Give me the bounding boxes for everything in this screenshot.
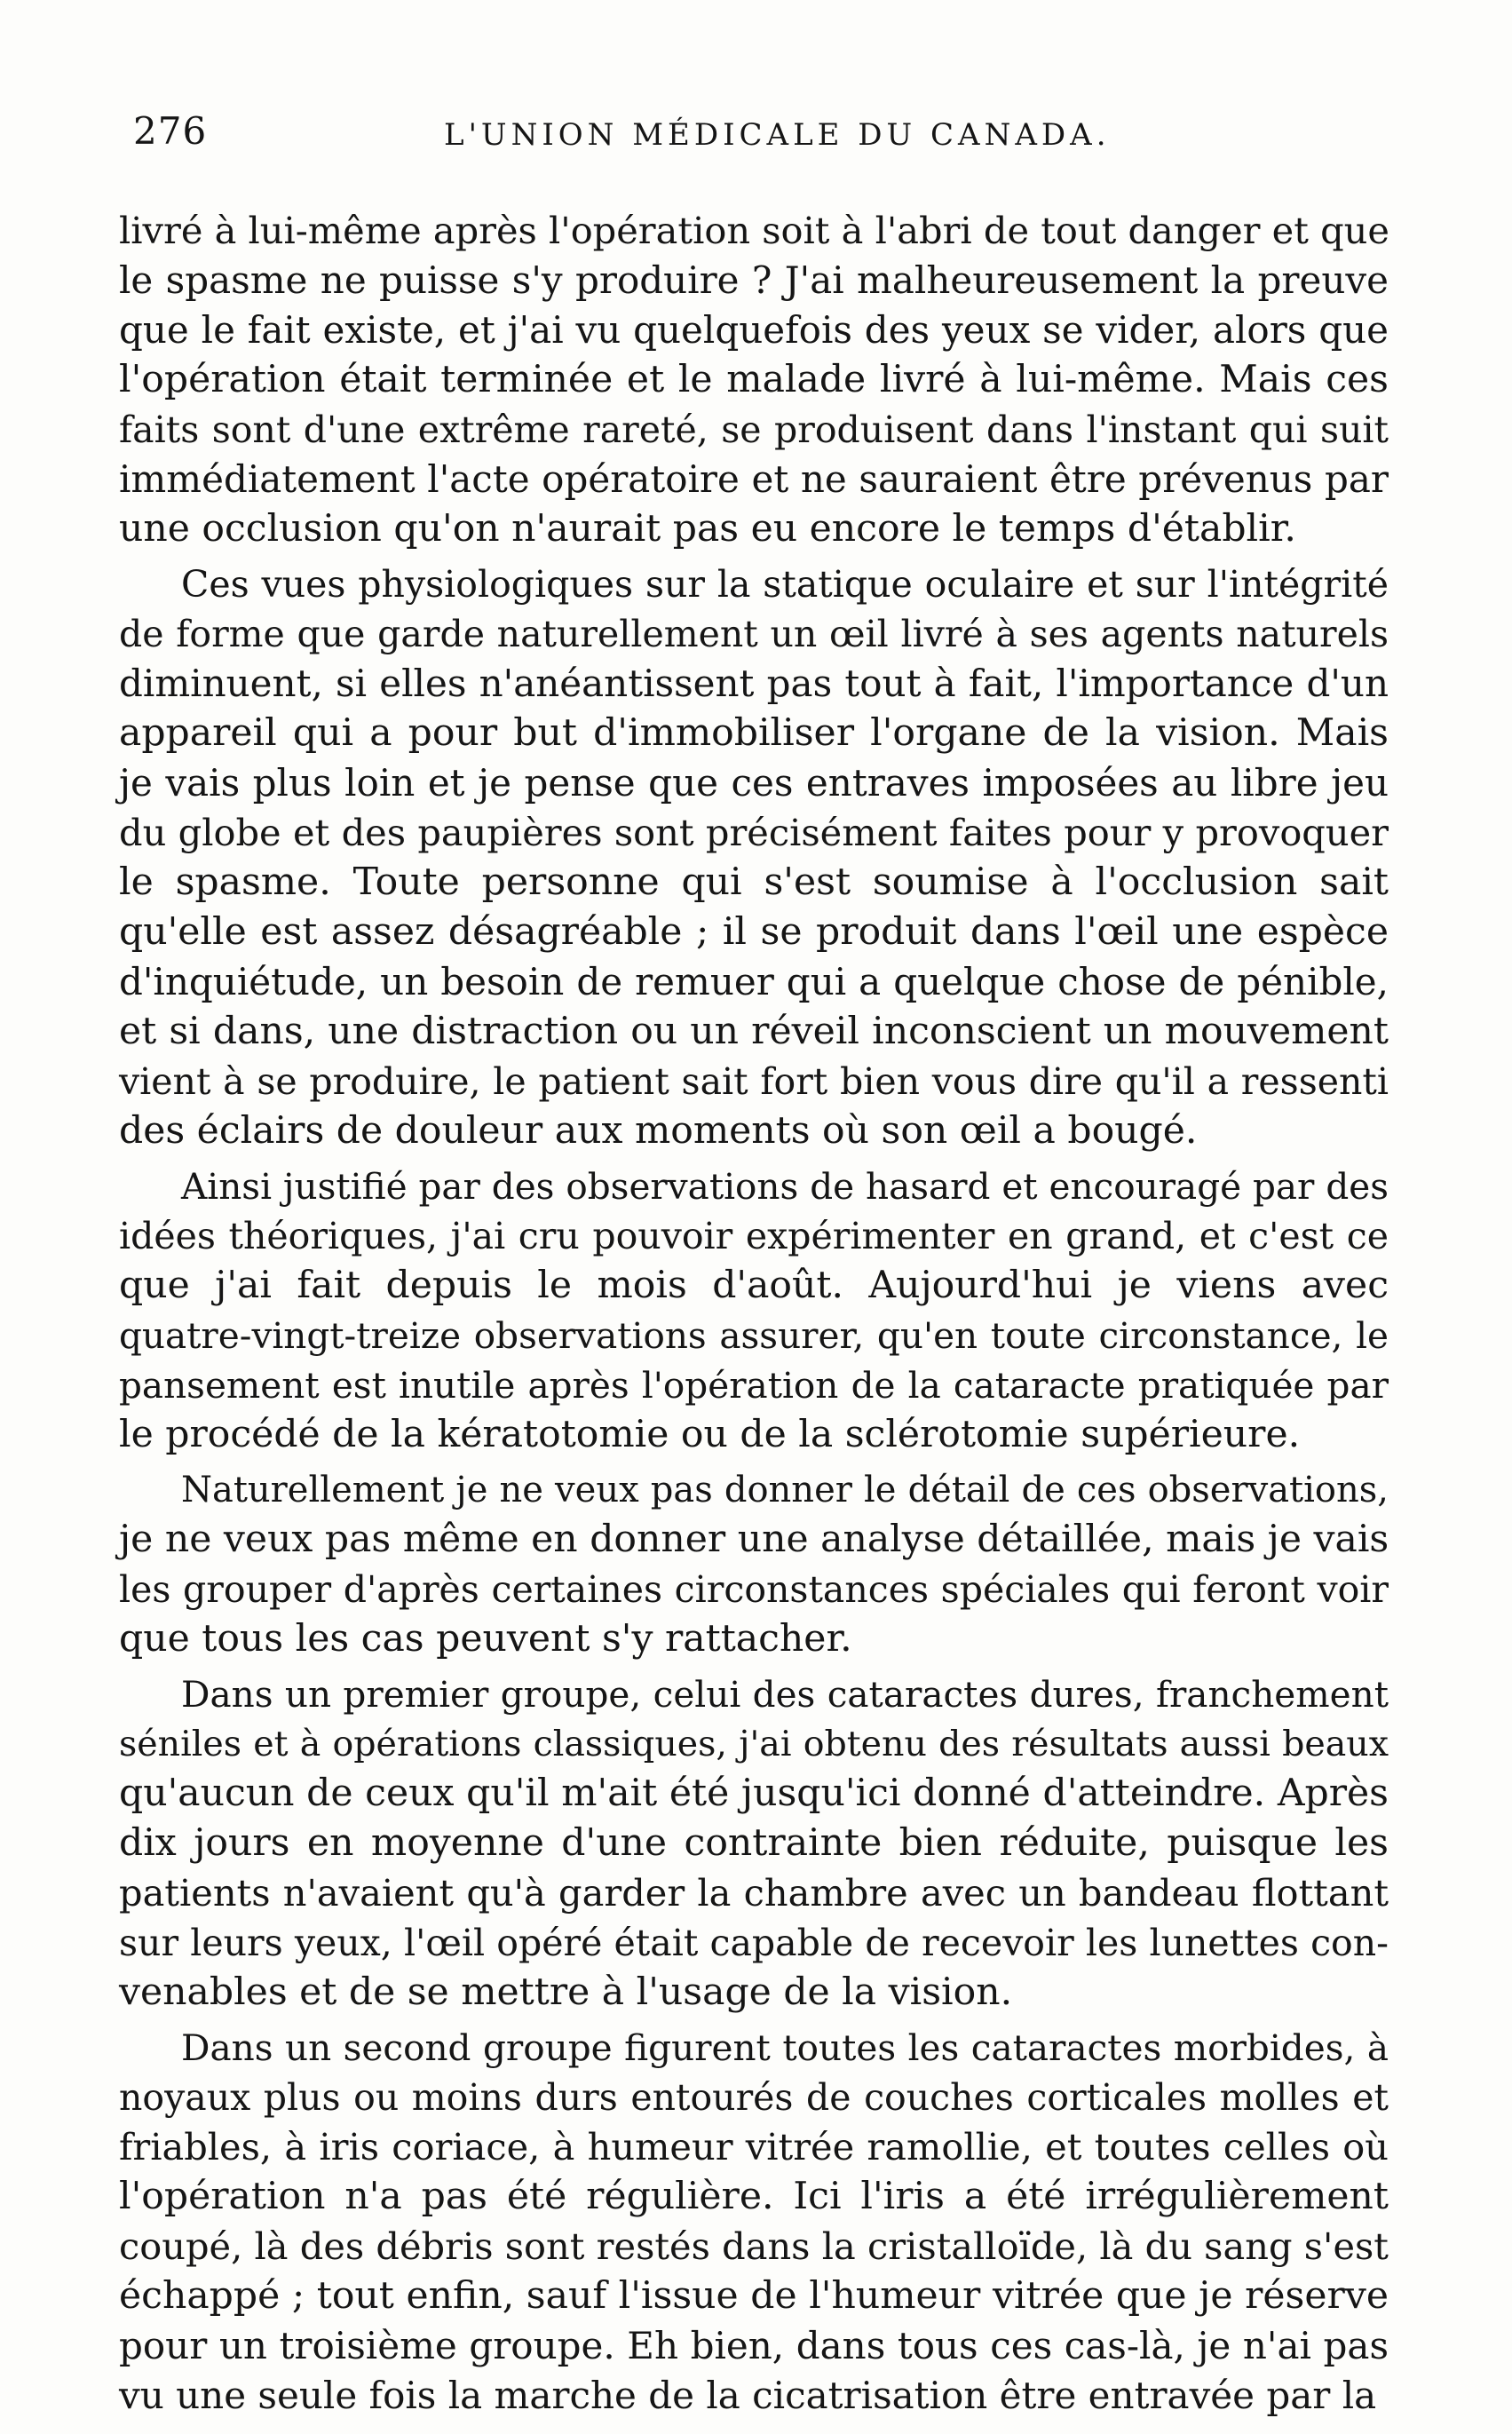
- text-line: l'opération n'a pas été régulière. Ici l'iris a été irrégulièrement: [119, 2175, 1389, 2218]
- page-number: 276: [133, 109, 208, 153]
- text-line: d'inquiétude, un besoin de remuer qui a quelque chose de pénible,: [119, 960, 1389, 1003]
- text-line: de forme que garde naturellement un œil livré à ses agents naturels: [119, 613, 1389, 655]
- text-line: venables et de se mettre à l'usage de la vision.: [119, 1970, 1013, 2014]
- text-line: et si dans, une distraction ou un réveil inconscient un mouvement: [119, 1010, 1389, 1053]
- text-line: séniles et à opérations classiques, j'ai obtenu des résultats aussi beaux: [119, 1724, 1389, 1764]
- text-line: pour un troisième groupe. Eh bien, dans tous ces cas-là, je n'ai pas: [119, 2324, 1389, 2367]
- paragraph: [119, 206, 1389, 554]
- text-line: les grouper d'après certaines circonstances spéciales qui feront voir: [119, 1568, 1389, 1611]
- text-line: que tous les cas peuvent s'y rattacher.: [119, 1617, 852, 1661]
- text-line: je ne veux pas même en donner une analyse détaillée, mais je vais: [119, 1518, 1389, 1561]
- paragraph: [119, 1465, 1389, 1664]
- text-line: vu une seule fois la marche de la cicatrisation être entravée par la: [119, 2374, 1377, 2417]
- text-line: Ainsi justifié par des observations de hasard et encouragé par des: [181, 1165, 1389, 1208]
- paragraph: [119, 1669, 1389, 2018]
- text-line: qu'elle est assez désagréable ; il se produit dans l'œil une espèce: [119, 910, 1389, 954]
- text-line: une occlusion qu'on n'aurait pas eu encore le temps d'établir.: [119, 507, 1296, 551]
- page-header: [133, 105, 1394, 158]
- text-line: quatre-vingt-treize observations assurer, qu'en toute circonstance, le: [119, 1314, 1389, 1357]
- text-line: coupé, là des débris sont restés dans la cristalloïde, là du sang s'est: [119, 2224, 1389, 2268]
- text-line: le procédé de la kératotomie ou de la sclérotomie supérieure.: [119, 1413, 1301, 1456]
- text-line: le spasme. Toute personne qui s'est soumise à l'occlusion sait: [119, 860, 1389, 904]
- text-line: friables, à iris coriace, à humeur vitrée ramollie, et toutes celles où: [119, 2125, 1389, 2168]
- text-line: Ces vues physiologiques sur la statique oculaire et sur l'intégrité: [181, 563, 1389, 606]
- text-line: diminuent, si elles n'anéantissent pas tout à fait, l'importance d'un: [119, 662, 1389, 705]
- text-line: que j'ai fait depuis le mois d'août. Aujourd'hui je viens avec: [119, 1264, 1389, 1307]
- paragraph: [119, 559, 1389, 1156]
- text-line: je vais plus loin et je pense que ces entraves imposées au libre jeu: [119, 761, 1389, 805]
- text-line: qu'aucun de ceux qu'il m'ait été jusqu'ici donné d'atteindre. Après: [119, 1772, 1389, 1815]
- text-line: immédiatement l'acte opératoire et ne sauraient être prévenus par: [119, 457, 1389, 501]
- text-line: l'opération était terminée et le malade livré à lui-même. Mais ces: [119, 358, 1389, 401]
- text-line: livré à lui-même après l'opération soit à l'abri de tout danger et que: [119, 209, 1389, 252]
- text-line: vient à se produire, le patient sait fort bien vous dire qu'il a ressenti: [119, 1060, 1389, 1103]
- text-line: Dans un premier groupe, celui des cataractes dures, franchement: [181, 1673, 1389, 1716]
- paragraph: [119, 2023, 1389, 2421]
- body-text: [119, 206, 1389, 2426]
- paragraph: [119, 1162, 1389, 1460]
- text-line: Dans un second groupe figurent toutes les cataractes morbides, à: [181, 2026, 1389, 2069]
- text-line: le spasme ne puisse s'y produire ? J'ai malheureusement la preuve: [119, 258, 1389, 302]
- text-line: des éclairs de douleur aux moments où son œil a bougé.: [119, 1109, 1198, 1153]
- text-line: du globe et des paupières sont précisément faites pour y provoquer: [119, 811, 1389, 854]
- text-line: idées théoriques, j'ai cru pouvoir expérimenter en grand, et c'est ce: [119, 1215, 1389, 1257]
- text-line: échappé ; tout enfin, sauf l'issue de l'humeur vitrée que je réserve: [119, 2274, 1389, 2318]
- text-line: que le fait existe, et j'ai vu quelquefois des yeux se vider, alors que: [119, 308, 1389, 352]
- text-line: faits sont d'une extrême rareté, se produisent dans l'instant qui suit: [119, 408, 1389, 451]
- text-line: sur leurs yeux, l'œil opéré était capable de recevoir les lunettes con-: [119, 1922, 1389, 1964]
- running-title: L'UNION MÉDICALE DU CANADA.: [444, 117, 1111, 153]
- text-line: appareil qui a pour but d'immobiliser l'organe de la vision. Mais: [119, 711, 1389, 755]
- text-line: patients n'avaient qu'à garder la chambre avec un bandeau flottant: [119, 1871, 1389, 1915]
- text-line: Naturellement je ne veux pas donner le détail de ces observations,: [181, 1470, 1389, 1510]
- text-line: dix jours en moyenne d'une contrainte bien réduite, puisque les: [119, 1821, 1389, 1865]
- text-line: pansement est inutile après l'opération de la cataracte pratiquée par: [119, 1364, 1389, 1407]
- text-line: noyaux plus ou moins durs entourés de couches corticales molles et: [119, 2076, 1389, 2119]
